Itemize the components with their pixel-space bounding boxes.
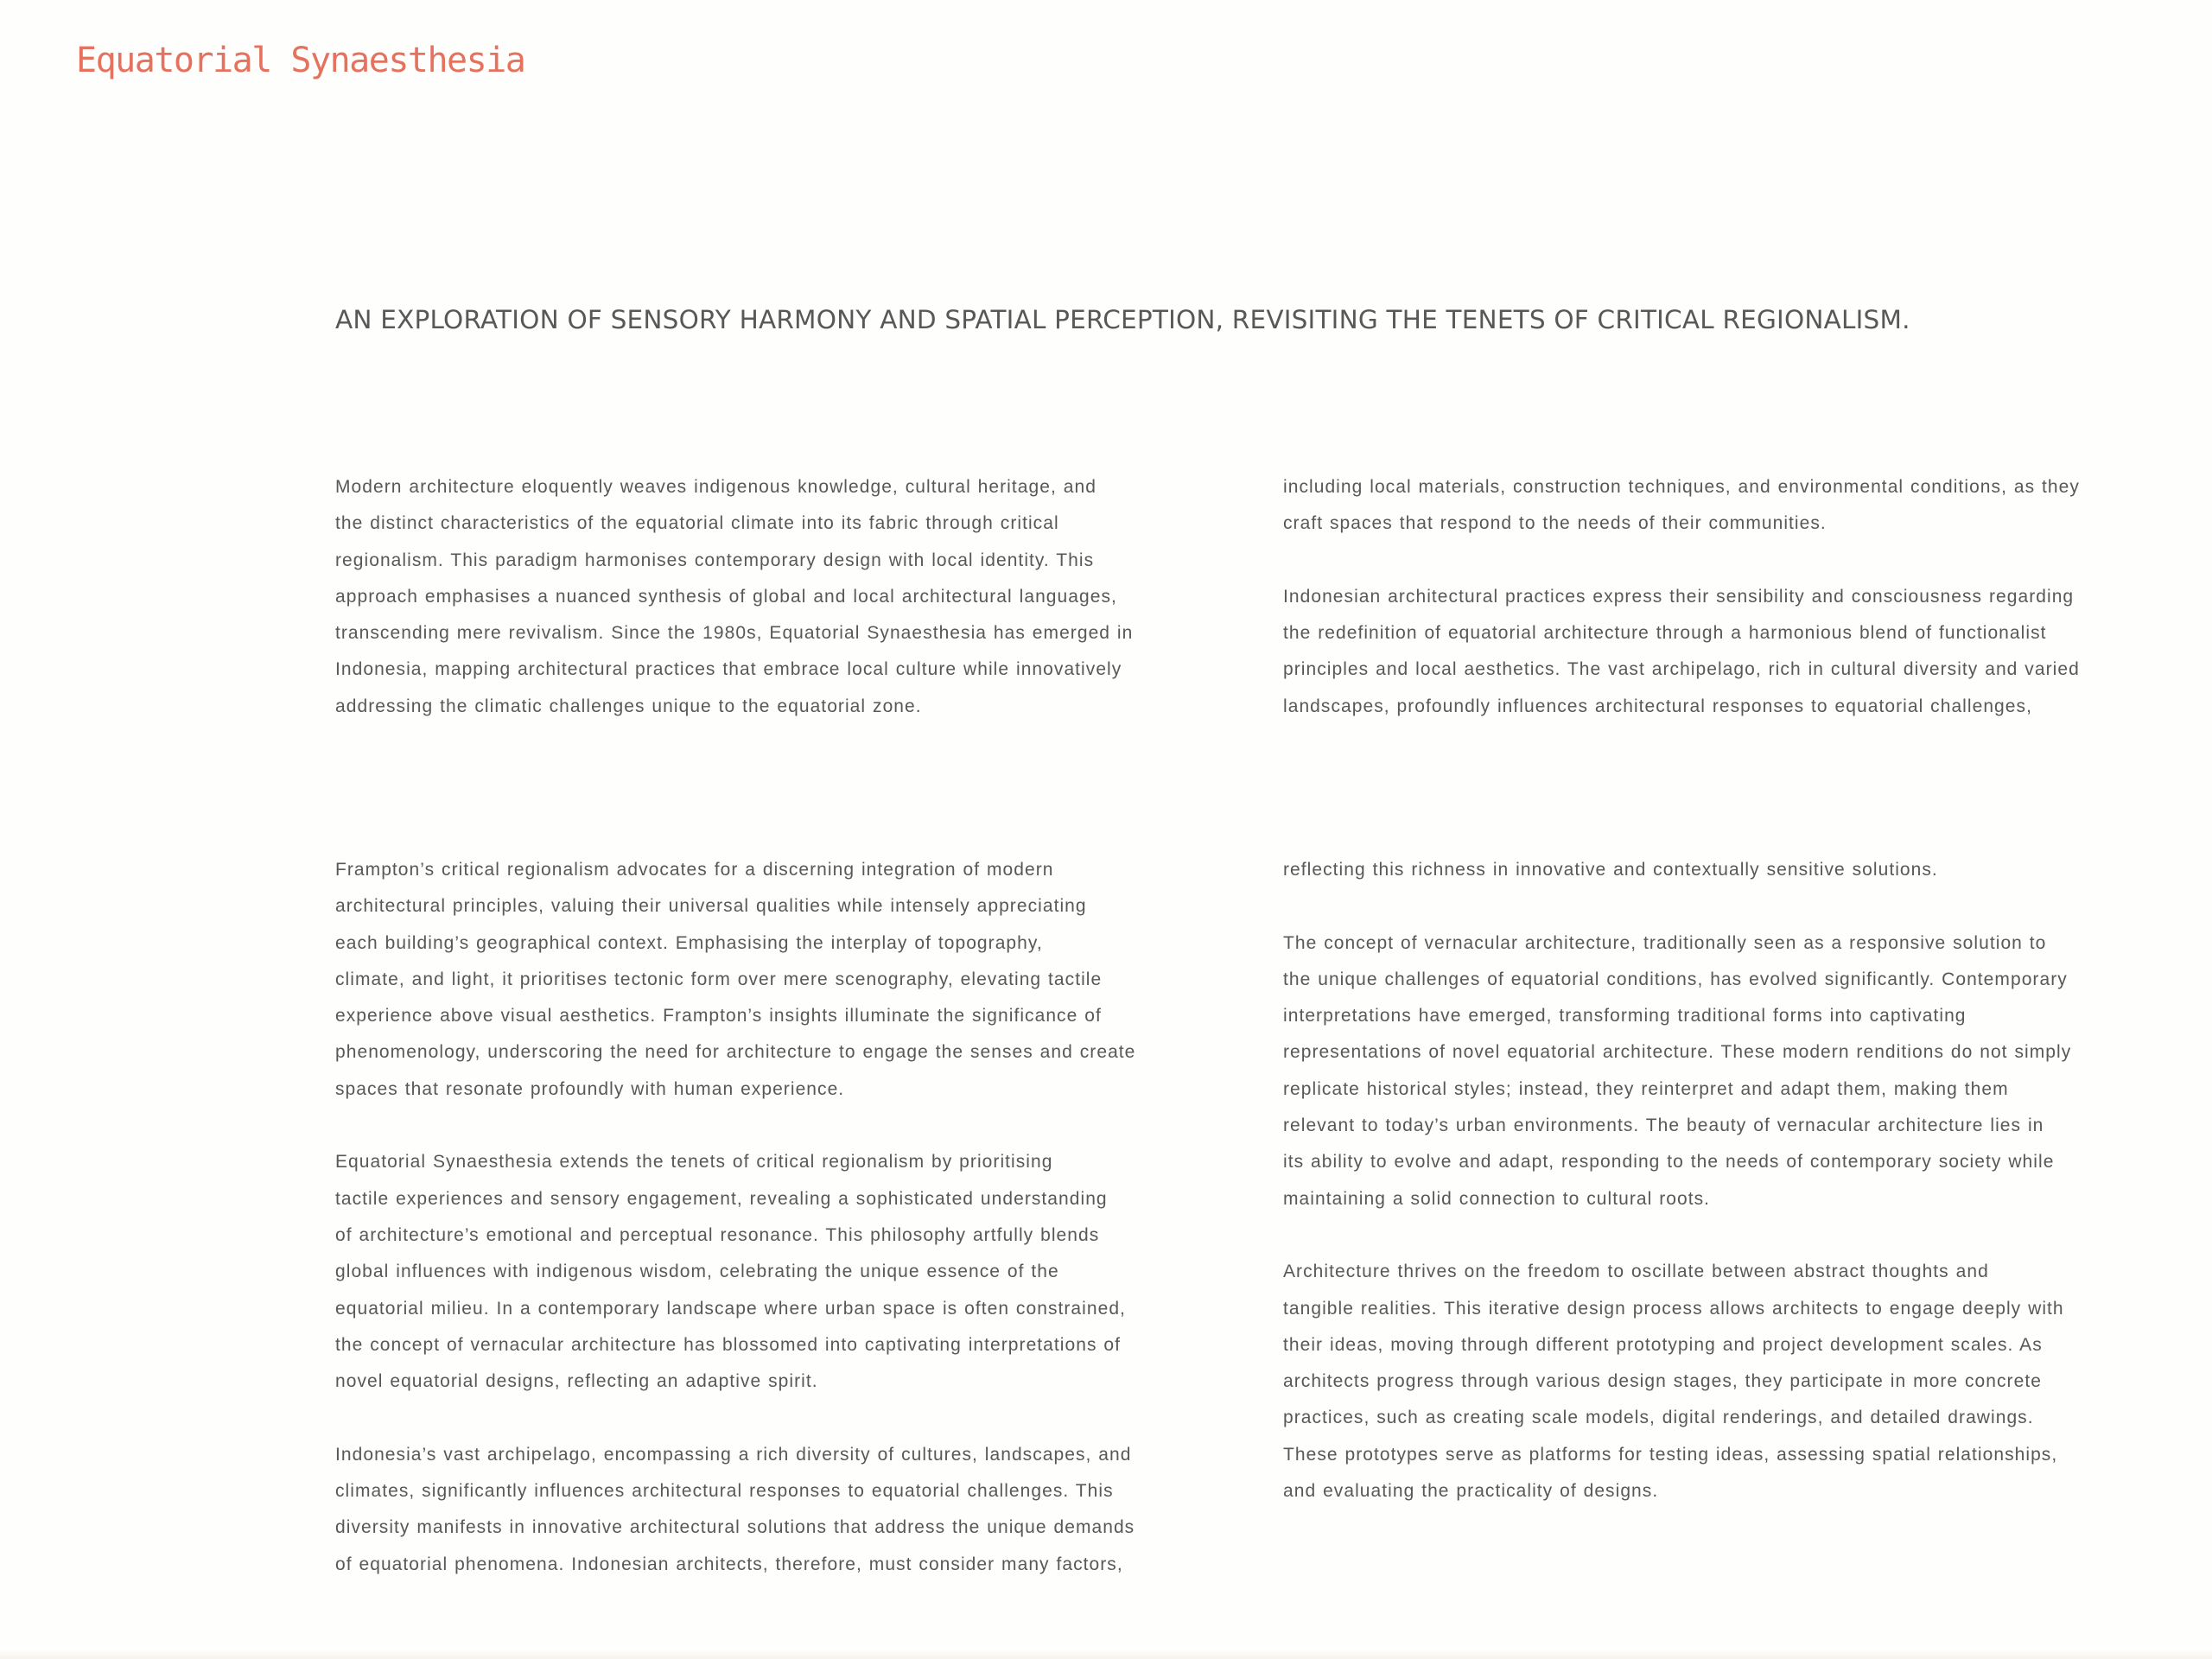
text-line: the concept of vernacular architecture has blossomed into captivating interpretations of xyxy=(335,1334,1122,1355)
text-line: addressing the climatic challenges unique to the equatorial zone. xyxy=(335,696,922,716)
text-line: novel equatorial designs, reflecting an adaptive spirit. xyxy=(335,1371,818,1392)
text-line: Indonesia, mapping architectural practices that embrace local culture while innovatively xyxy=(335,659,1122,680)
text-line: climates, significantly influences architectural responses to equatorial challenges. This xyxy=(335,1481,1114,1502)
text-line: interpretations have emerged, transforming traditional forms into captivating xyxy=(1283,1006,1967,1027)
paragraph-gap xyxy=(335,1405,1234,1441)
text-line: Indonesia’s vast archipelago, encompassing a rich diversity of cultures, landscapes, and xyxy=(335,1444,1132,1465)
text-line: transcending mere revivalism. Since the 1980s, Equatorial Synaesthesia has emerged in xyxy=(335,623,1134,644)
text-line: approach emphasises a nuanced synthesis of global and local architectural languages, xyxy=(335,586,1117,607)
text-line: experience above visual aesthetics. Frampton’s insights illuminate the significance of xyxy=(335,1006,1102,1027)
text-line: replicate historical styles; instead, they reinterpret and adapt them, making them xyxy=(1283,1078,2009,1099)
text-line: spaces that resonate profoundly with human experience. xyxy=(335,1078,845,1099)
paragraph-gap xyxy=(1283,548,2199,584)
text-line: relevant to today’s urban environments. The beauty of vernacular architecture lies in xyxy=(1283,1116,2044,1136)
paragraph-gap xyxy=(335,1113,1234,1149)
column-bottom-right xyxy=(1283,857,2199,1515)
text-line: climate, and light, it prioritises tectonic form over mere scenography, elevating tactile xyxy=(335,969,1103,989)
text-line: its ability to evolve and adapt, responding to the needs of contemporary society while xyxy=(1283,1152,2055,1173)
body-paragraph xyxy=(335,1442,1234,1588)
text-line: regionalism. This paradigm harmonises contemporary design with local identity. This xyxy=(335,550,1095,570)
body-paragraph xyxy=(1283,474,2199,548)
text-line: equatorial milieu. In a contemporary landscape where urban space is often constrained, xyxy=(335,1298,1126,1319)
text-line: These prototypes serve as platforms for testing ideas, assessing spatial relationships, xyxy=(1283,1444,2058,1465)
text-line: of equatorial phenomena. Indonesian architects, therefore, must consider many factors, xyxy=(335,1554,1123,1574)
column-bottom-left xyxy=(335,857,1234,1588)
text-line: Indonesian architectural practices express their sensibility and consciousness regarding xyxy=(1283,586,2075,607)
body-paragraph xyxy=(335,1149,1234,1405)
text-line: Frampton’s critical regionalism advocates for a discerning integration of modern xyxy=(335,860,1054,880)
body-paragraph xyxy=(335,857,1234,1113)
text-line: their ideas, moving through different prototyping and project development scales. As xyxy=(1283,1334,2043,1355)
text-line: the redefinition of equatorial architecture through a harmonious blend of functionalist xyxy=(1283,623,2047,644)
text-line: reflecting this richness in innovative and contextually sensitive solutions. xyxy=(1283,860,1938,880)
text-line: each building’s geographical context. Emphasising the interplay of topography, xyxy=(335,932,1043,953)
text-line: Architecture thrives on the freedom to oscillate between abstract thoughts and xyxy=(1283,1262,1989,1282)
body-paragraph xyxy=(1283,584,2199,730)
text-line: The concept of vernacular architecture, traditionally seen as a responsive solution to xyxy=(1283,932,2047,953)
text-line: tactile experiences and sensory engagement, revealing a sophisticated understanding xyxy=(335,1188,1108,1209)
text-line: architectural principles, valuing their universal qualities while intensely appreciating xyxy=(335,896,1087,917)
text-line: including local materials, construction techniques, and environmental conditions, as they xyxy=(1283,477,2080,497)
page-title: Equatorial Synaesthesia xyxy=(76,41,525,80)
text-line: practices, such as creating scale models, digital renderings, and detailed drawings. xyxy=(1283,1408,2034,1428)
text-line: global influences with indigenous wisdom, celebrating the unique essence of the xyxy=(335,1262,1059,1282)
text-line: maintaining a solid connection to cultural roots. xyxy=(1283,1188,1711,1209)
text-line: architects progress through various design stages, they participate in more concrete xyxy=(1283,1371,2042,1392)
text-line: tangible realities. This iterative design process allows architects to engage deeply with xyxy=(1283,1298,2064,1319)
text-line: phenomenology, underscoring the need for architecture to engage the senses and create xyxy=(335,1042,1136,1063)
body-paragraph xyxy=(1283,857,2199,893)
page-bottom-edge xyxy=(0,1650,2212,1659)
text-line: of architecture’s emotional and perceptual resonance. This philosophy artfully blends xyxy=(335,1224,1100,1245)
column-top-right xyxy=(1283,474,2199,730)
body-paragraph xyxy=(1283,1259,2199,1515)
text-line: principles and local aesthetics. The vast archipelago, rich in cultural diversity and varied xyxy=(1283,659,2080,680)
column-top-left xyxy=(335,474,1234,730)
text-line: the unique challenges of equatorial conditions, has evolved significantly. Contemporary xyxy=(1283,969,2068,989)
body-paragraph xyxy=(1283,931,2199,1223)
paragraph-gap xyxy=(1283,1223,2199,1259)
text-line: representations of novel equatorial architecture. These modern renditions do not simply xyxy=(1283,1042,2072,1063)
text-line: craft spaces that respond to the needs of their communities. xyxy=(1283,513,1827,534)
text-line: landscapes, profoundly influences architectural responses to equatorial challenges, xyxy=(1283,696,2032,716)
text-line: Equatorial Synaesthesia extends the tenets of critical regionalism by prioritising xyxy=(335,1152,1053,1173)
paragraph-gap xyxy=(1283,893,2199,930)
text-line: and evaluating the practicality of designs. xyxy=(1283,1481,1659,1502)
body-paragraph xyxy=(335,474,1234,730)
headline: AN EXPLORATION OF SENSORY HARMONY AND SPATIAL PERCEPTION, REVISITING THE TENETS OF CRITICAL REGIONALISM. xyxy=(335,305,1910,334)
text-line: the distinct characteristics of the equatorial climate into its fabric through critical xyxy=(335,513,1059,534)
text-line: diversity manifests in innovative architectural solutions that address the unique demands xyxy=(335,1517,1135,1538)
text-line: Modern architecture eloquently weaves indigenous knowledge, cultural heritage, and xyxy=(335,477,1096,497)
